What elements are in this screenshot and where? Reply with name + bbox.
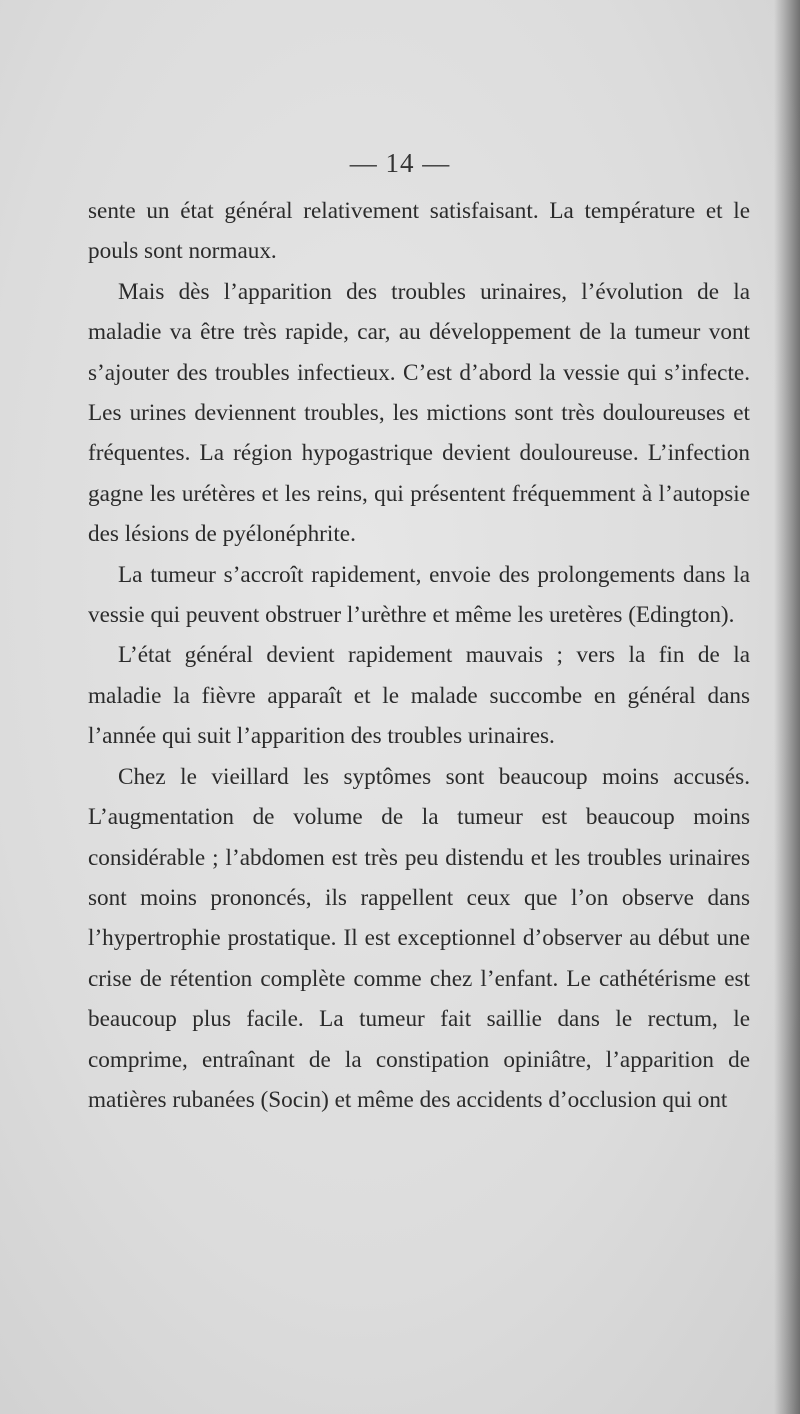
page-number: — 14 — [349,148,451,178]
paragraph-3: La tumeur s’accroît rapidement, envoie des prolongements dans la vessie qui peuvent obstruer l’urèthre et même les uretères (Edington). [88,561,750,629]
paragraph-5: Chez le vieillard les syptômes sont beaucoup moins accusés. L’augmentation de volume de la tumeur est beaucoup moins considérable ; l’abdomen est très peu distendu et les troubles urinaires sont moins prononcés, ils rappellent ceux que l’on observe dans l’hypertrophie prostatique. Il est exceptionnel d’observer au début une crise de rétention complète comme chez l’enfant. Le cathétérisme est beaucoup plus facile. La tumeur fait saillie dans le rectum, le comprime, entraînant de la constipation opiniâtre, l’apparition de matières rubanées (Socin) et même des accidents d’occlusion qui ont [88,763,750,1113]
paragraph-2: Mais dès l’apparition des troubles urinaires, l’évolution de la maladie va être très rapide, car, au développement de la tumeur vont s’ajouter des troubles infectieux. C’est d’abord la vessie qui s’infecte. Les urines deviennent troubles, les mictions sont très douloureuses et fréquentes. La région hypogastrique devient douloureuse. L’infection gagne les urétères et les reins, qui présentent fréquemment à l’autopsie des lésions de pyélonéphrite. [88,278,750,548]
paragraph-1: sente un état général relativement satisfaisant. La température et le pouls sont normaux. [88,198,750,265]
body-text [88,191,750,1120]
paragraph-4: L’état général devient rapidement mauvais ; vers la fin de la maladie la fièvre apparaît et le malade succombe en général dans l’année qui suit l’apparition des troubles urinaires. [88,642,750,750]
page-edge-shadow [774,0,800,1414]
